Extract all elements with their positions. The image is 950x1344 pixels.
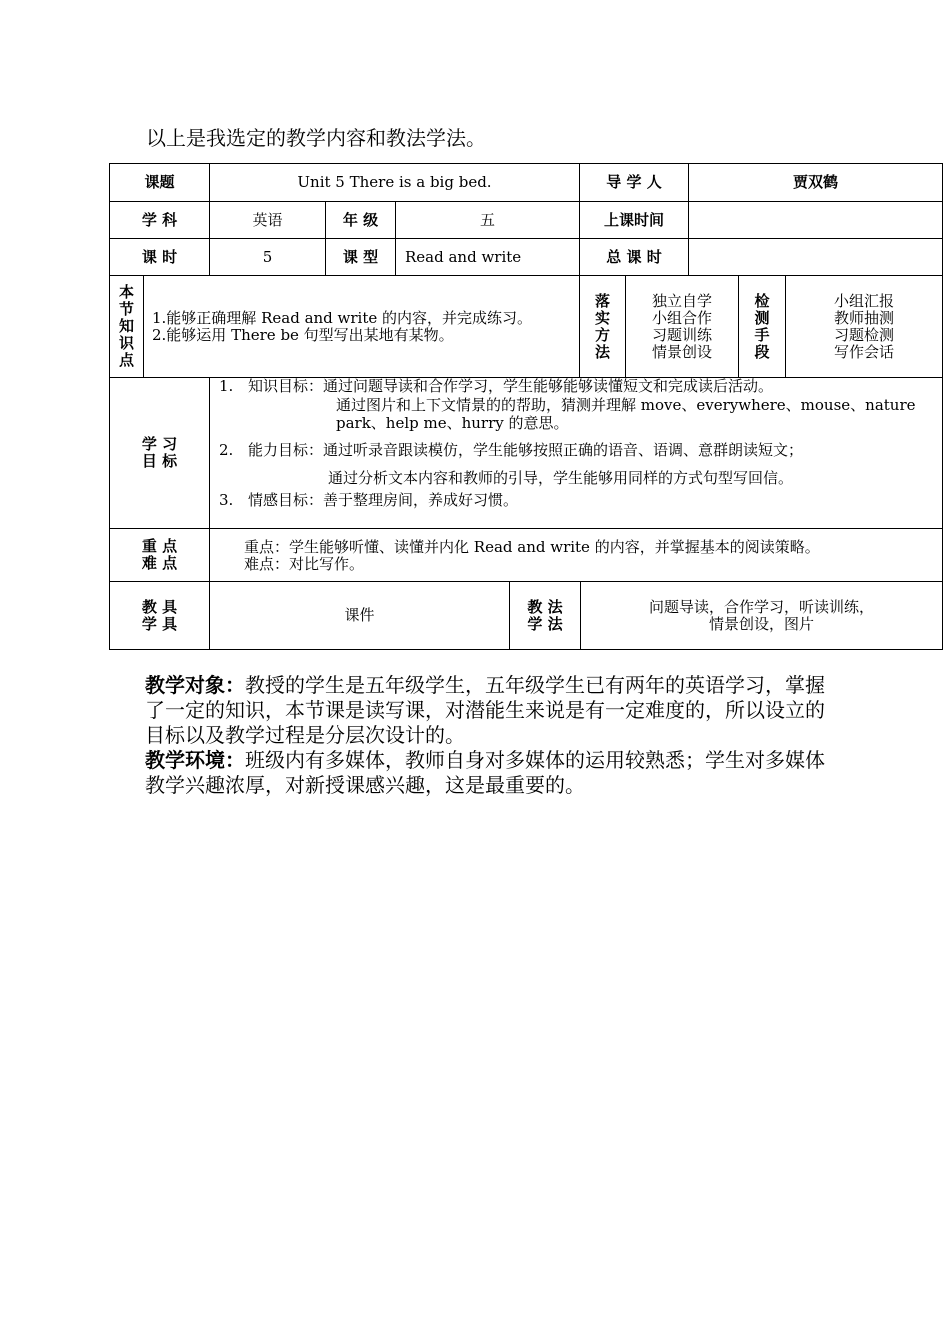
goal-3-line-1: 情感目标：善于整理房间，养成好习惯。 (248, 491, 519, 509)
total-label: 总 课 时 (606, 247, 662, 266)
teaching-target-title: 教学对象： (145, 673, 245, 697)
key-point-line: 重点：学生能够听懂、读懂并内化 Read and write 的内容，并掌握基本的阅读策略。 (244, 538, 820, 556)
teaching-environment-paragraph (145, 748, 825, 798)
goal-2-number: 2. (219, 441, 234, 459)
difficult-point-line: 难点：对比写作。 (244, 555, 365, 573)
check-list: 小组汇报 教师抽测 习题检测 写作会话 (833, 291, 894, 361)
total-value (689, 239, 942, 275)
goal-2-line-1: 能力目标：通过听录音跟读模仿，学生能够按照正确的语音、语调、意群朗读短文； (248, 441, 804, 459)
goal-1-line-2: 通过图片和上下文情景的的帮助，猜测并理解 move、everywhere、mouse、nature (336, 396, 916, 414)
goal-1-number: 1. (219, 377, 234, 395)
class-time-label: 上课时间 (603, 210, 664, 229)
goal-3-number: 3. (219, 491, 234, 509)
grade-value: 五 (479, 210, 495, 229)
goals-label: 学 习 目 标 (141, 435, 178, 470)
knowledge-label: 本 节 知 识 点 (118, 283, 134, 369)
teaching-method-value: 问题导读，合作学习，听读训练， 情景创设，图片 (648, 597, 874, 633)
check-label: 检 测 手 段 (754, 291, 770, 361)
intro-text: 以上是我选定的教学内容和教法学法。 (146, 126, 486, 150)
class-time-value (689, 202, 942, 238)
teaching-environment-title: 教学环境： (145, 748, 245, 772)
goal-2-line-2: 通过分析文本内容和教师的引导，学生能够用同样的方式句型写回信。 (328, 469, 794, 487)
teaching-method-label: 教 法 学 法 (527, 597, 563, 633)
period-value: 5 (262, 247, 273, 266)
tools-value: 课件 (344, 606, 375, 624)
knowledge-line-1: 1.能够正确理解 Read and write 的内容，并完成练习。 (152, 309, 533, 327)
key-points-label: 重 点 难 点 (141, 537, 178, 572)
subject-value: 英语 (252, 210, 283, 229)
topic-value: Unit 5 There is a big bed. (297, 173, 492, 191)
guide-value: 贾双鹤 (792, 173, 838, 191)
grade-label: 年 级 (342, 210, 379, 229)
method-list: 独立自学 小组合作 习题训练 情景创设 (651, 291, 712, 361)
subject-label: 学 科 (141, 210, 178, 229)
teaching-target-paragraph (145, 673, 825, 748)
type-value: Read and write (405, 247, 522, 266)
period-label: 课 时 (141, 247, 178, 266)
type-label: 课 型 (342, 247, 379, 266)
goal-1-line-3: park、help me、hurry 的意思。 (336, 414, 569, 432)
method-label: 落 实 方 法 (594, 291, 610, 361)
tools-label: 教 具 学 具 (141, 597, 178, 633)
teaching-environment-text: 班级内有多媒体，教师自身对多媒体的运用较熟悉；学生对多媒体教学兴趣浓厚，对新授课感兴趣，这是最重要的。 (145, 748, 825, 797)
knowledge-line-2: 2.能够运用 There be 句型写出某地有某物。 (152, 326, 454, 344)
topic-label: 课题 (144, 173, 175, 191)
guide-label: 导 学 人 (606, 173, 662, 191)
goal-1-line-1: 知识目标：通过问题导读和合作学习，学生能够能够读懂短文和完成读后活动。 (248, 377, 774, 395)
teaching-target-text: 教授的学生是五年级学生，五年级学生已有两年的英语学习，掌握了一定的知识，本节课是读写课，对潜能生来说是有一定难度的，所以设立的目标以及教学过程是分层次设计的。 (145, 673, 825, 747)
